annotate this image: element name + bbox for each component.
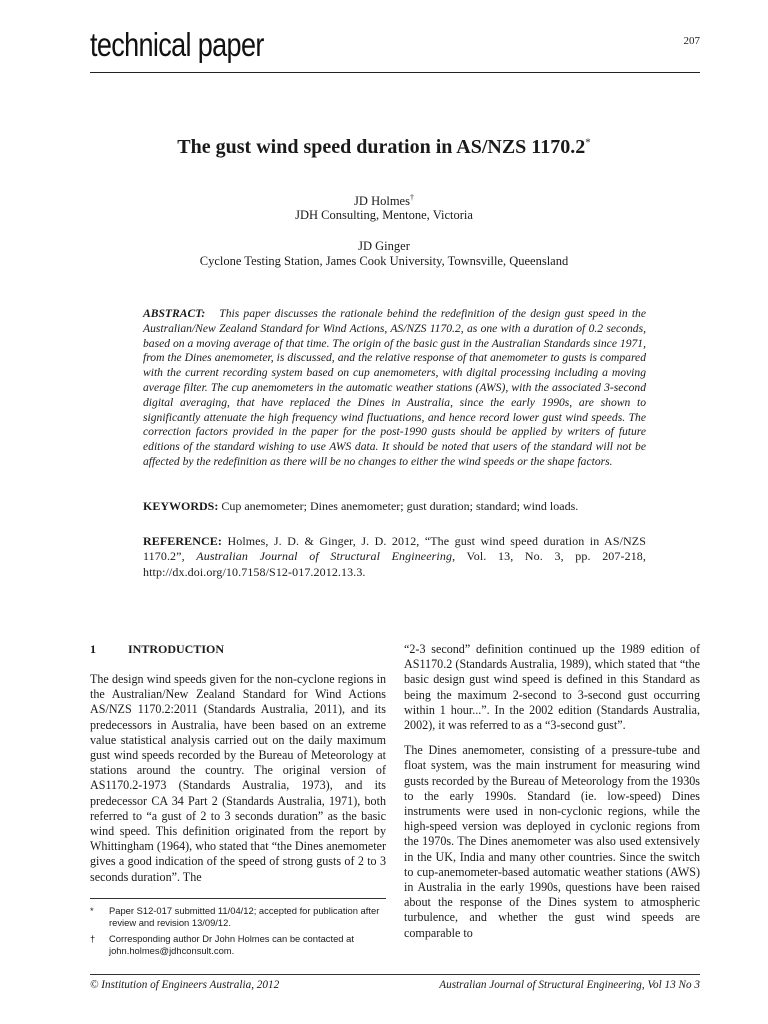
reference [143,534,646,580]
reference-text-before: Holmes, J. D. & Ginger, J. D. 2012, “The gust wind speed duration in AS/NZS 1170.2”, [143,534,646,564]
footnote-divider [90,898,386,899]
footnote-text: Paper S12-017 submitted 11/04/12; accepted for publication after review and revision 13/09/12. [109,905,380,929]
abstract-text: This paper discusses the rationale behind the redefinition of the design gust speed in the Australian/New Zealand Standard for Wind Actions, AS/NZS 1170.2, as one with a duration of 0.2 seconds, based on a moving average of that time. The origin of the basic gust in the Australian Standards since 1971, from the Dines anemometer, is discussed, and the relative response of that anemometer to gusts is compared with the current recording system based on cup anemometers, with digital processing including a moving average filter. The cup anemometers in the automatic weather stations (AWS), with the associated 3-second digital averaging, that have replaced the Dines in Australia, since the early 1990s, are shown to significantly attenuate the high frequency wind fluctuations, and hence record lower gust wind speeds. The correction factors provided in the paper for the post-1990 gusts should be applied by writers of future editions of the standard wishing to use AWS data. It should be noted that users of the standard will not be affected by the redefinition as there will be no changes to either the wind speeds or the shape factors. [143,307,646,468]
running-header [90,22,700,73]
body-paragraph: The Dines anemometer, consisting of a pressure-tube and float system, was the main instrument for measuring wind gusts recorded by the Bureau of Meteorology from the 1930s to the early 1990s. Standard (ie. low-speed) Dines instruments were used in non-cyclonic regions, while the high-speed version was deployed in cyclonic regions from the 1970s. The Dines anemometer was also used extensively in the UK, India and many other countries. Since the switch to cup-anemometer-based automatic weather stations (AWS) in Australia in the early 1990s, questions have been raised about the response of the Dines system to atmospheric turbulence, and whether the gust wind speeds are comparable to [404,743,700,940]
footer-copyright: © Institution of Engineers Australia, 2012 [90,979,280,991]
reference-text-after: , Vol. 13, No. 3, pp. 207-218, http://dx.doi.org/10.7158/S12-017.2012.13.3. [143,549,647,579]
title-footnote-mark: * [585,136,591,149]
reference-journal: Australian Journal of Structural Engineering [196,549,453,564]
author-1-name: JD Holmes† [354,193,414,209]
section-number: 1 [90,642,96,656]
footnote-text: Corresponding author Dr John Holmes can be contacted at john.holmes@jdhconsult.com. [109,933,354,957]
right-column [404,642,700,951]
section-title: INTRODUCTION [128,642,225,656]
author-1-mark: † [409,193,414,202]
author-1-affiliation: JDH Consulting, Mentone, Victoria [295,208,473,222]
author-2-name: JD Ginger [358,239,410,253]
section-heading [90,642,224,657]
footnote-2 [90,933,386,957]
body-paragraph: “2-3 second” definition continued up the 1989 edition of AS1170.2 (Standards Australia, 1989), which stated that “the basic design gust wind speed is defined in this Standard as being the maximum 2-second to 3-second gust occurring within 1 hour...”. In the 2002 edition (Standards Australia, 2002), it was referred to as a “3-second gust”. [404,642,700,733]
footnote-mark: * [90,905,94,916]
body-paragraph: The design wind speeds given for the non-cyclone regions in the Australian/New Zealand Standard for Wind Actions AS/NZS 1170.2:2011 (Standards Australia, 2011), and its predecessors in Australia, have been based on an extreme value statistical analysis carried out on the daily maximum gust wind speeds recorded by the Bureau of Meteorology at stations around the country. The original version of AS1170.2-1973 (Standards Australia, 1973), and its predecessor CA 34 Part 2 (Standards Australia, 1971), both referred to “a gust of 2 to 3 seconds duration” as the basic wind speed. This definition originated from the report by Whittingham (1964), who stated that “the Dines anemometer gives a good indication of the speed of strong gusts of 2 to 3 seconds duration”. The [90,672,386,884]
footer-divider [90,974,700,975]
author-2-affiliation: Cyclone Testing Station, James Cook University, Townsville, Queensland [199,254,569,268]
keywords-label: KEYWORDS: [143,499,219,513]
section-type-title: technical paper [90,26,264,63]
footnote-mark: † [90,933,96,944]
keywords-text: Cup anemometer; Dines anemometer; gust duration; standard; wind loads. [221,499,579,513]
paper-title-text: The gust wind speed duration in AS/NZS 1170.2 [177,136,586,158]
footnote-1 [90,905,386,929]
abstract-label: ABSTRACT: [143,307,206,320]
keywords [143,499,646,514]
abstract [143,307,646,470]
paper-title [0,136,768,159]
footer-journal: Australian Journal of Structural Engineering, Vol 13 No 3 [439,979,700,991]
left-column [90,672,386,895]
reference-label: REFERENCE: [143,534,223,548]
page-number: 207 [683,35,700,47]
